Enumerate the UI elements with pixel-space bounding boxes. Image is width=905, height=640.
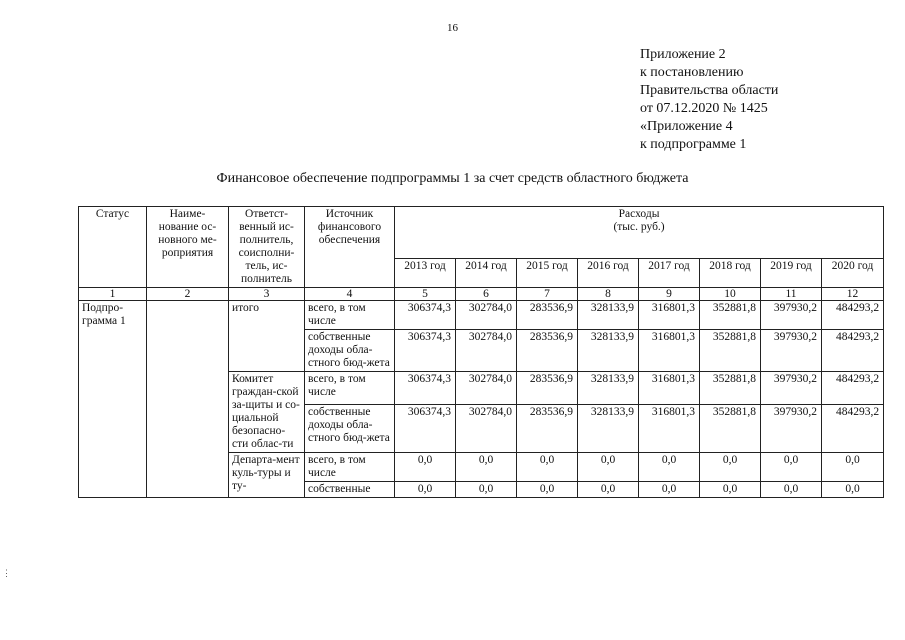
header-source: Источник финансового обеспечения (305, 207, 395, 288)
value-cell: 0,0 (822, 453, 884, 482)
header-year: 2020 год (822, 259, 884, 288)
source-cell: всего, в том числе (305, 453, 395, 482)
value-cell: 283536,9 (517, 301, 578, 330)
margin-mark: ⋮ (2, 568, 11, 578)
column-number: 4 (305, 288, 395, 301)
header-executor: Ответст-венный ис-полнитель, соисполни-тель, ис-полнитель (229, 207, 305, 288)
appendix-line: от 07.12.2020 № 1425 (640, 101, 768, 116)
column-number: 11 (761, 288, 822, 301)
column-number: 6 (456, 288, 517, 301)
value-cell: 328133,9 (578, 372, 639, 405)
value-cell: 283536,9 (517, 405, 578, 453)
value-cell: 0,0 (700, 453, 761, 482)
header-status: Статус (79, 207, 147, 288)
financing-table (78, 206, 884, 498)
column-number: 1 (79, 288, 147, 301)
header-name: Наиме-нование ос-новного ме-роприятия (147, 207, 229, 288)
appendix-line: Приложение 2 (640, 47, 726, 62)
value-cell: 306374,3 (395, 301, 456, 330)
value-cell: 397930,2 (761, 330, 822, 372)
value-cell: 302784,0 (456, 372, 517, 405)
column-number: 12 (822, 288, 884, 301)
appendix-line: Правительства области (640, 83, 779, 98)
value-cell: 352881,8 (700, 301, 761, 330)
value-cell: 328133,9 (578, 405, 639, 453)
value-cell: 352881,8 (700, 330, 761, 372)
value-cell: 316801,3 (639, 372, 700, 405)
value-cell: 397930,2 (761, 405, 822, 453)
value-cell: 0,0 (456, 482, 517, 498)
appendix-line: к подпрограмме 1 (640, 137, 747, 152)
status-cell: Подпро-грамма 1 (79, 301, 147, 498)
appendix-line: к постановлению (640, 65, 744, 80)
executor-cell: Департа-мент куль-туры и ту- (229, 453, 305, 498)
value-cell: 352881,8 (700, 405, 761, 453)
value-cell: 0,0 (822, 482, 884, 498)
value-cell: 0,0 (517, 453, 578, 482)
value-cell: 0,0 (456, 453, 517, 482)
value-cell: 0,0 (700, 482, 761, 498)
header-year: 2019 год (761, 259, 822, 288)
source-cell: всего, в том числе (305, 372, 395, 405)
name-cell (147, 301, 229, 498)
value-cell: 397930,2 (761, 372, 822, 405)
value-cell: 306374,3 (395, 405, 456, 453)
header-expenses-unit: (тыс. руб.) (613, 221, 665, 233)
value-cell: 0,0 (517, 482, 578, 498)
appendix-line: «Приложение 4 (640, 119, 733, 134)
value-cell: 484293,2 (822, 405, 884, 453)
header-year: 2015 год (517, 259, 578, 288)
value-cell: 484293,2 (822, 330, 884, 372)
table-row (79, 301, 884, 330)
source-cell: собственные доходы обла-стного бюд-жета (305, 405, 395, 453)
value-cell: 0,0 (395, 482, 456, 498)
header-year: 2013 год (395, 259, 456, 288)
value-cell: 0,0 (761, 453, 822, 482)
value-cell: 283536,9 (517, 372, 578, 405)
header-expenses-label: Расходы (618, 208, 660, 220)
value-cell: 0,0 (761, 482, 822, 498)
value-cell: 0,0 (639, 482, 700, 498)
executor-cell: итого (229, 301, 305, 372)
page-number: 16 (447, 22, 458, 34)
value-cell: 0,0 (578, 453, 639, 482)
value-cell: 352881,8 (700, 372, 761, 405)
value-cell: 306374,3 (395, 330, 456, 372)
column-number: 9 (639, 288, 700, 301)
column-number: 5 (395, 288, 456, 301)
column-number-row (79, 288, 884, 301)
value-cell: 484293,2 (822, 301, 884, 330)
column-number: 3 (229, 288, 305, 301)
value-cell: 0,0 (639, 453, 700, 482)
value-cell: 0,0 (395, 453, 456, 482)
executor-cell: Комитет граждан-ской за-щиты и со-циальной безопасно-сти облас-ти (229, 372, 305, 453)
header-year: 2014 год (456, 259, 517, 288)
value-cell: 0,0 (578, 482, 639, 498)
source-cell: собственные доходы обла-стного бюд-жета (305, 330, 395, 372)
header-year: 2018 год (700, 259, 761, 288)
column-number: 7 (517, 288, 578, 301)
value-cell: 302784,0 (456, 330, 517, 372)
value-cell: 316801,3 (639, 330, 700, 372)
value-cell: 397930,2 (761, 301, 822, 330)
value-cell: 306374,3 (395, 372, 456, 405)
header-year: 2017 год (639, 259, 700, 288)
value-cell: 302784,0 (456, 301, 517, 330)
value-cell: 283536,9 (517, 330, 578, 372)
value-cell: 316801,3 (639, 405, 700, 453)
value-cell: 302784,0 (456, 405, 517, 453)
header-expenses (395, 207, 884, 259)
column-number: 2 (147, 288, 229, 301)
value-cell: 328133,9 (578, 301, 639, 330)
appendix-block (640, 46, 778, 154)
value-cell: 328133,9 (578, 330, 639, 372)
source-cell: собственные (305, 482, 395, 498)
document-title: Финансовое обеспечение подпрограммы 1 за счет средств областного бюджета (216, 171, 689, 186)
header-year: 2016 год (578, 259, 639, 288)
source-cell: всего, в том числе (305, 301, 395, 330)
column-number: 10 (700, 288, 761, 301)
value-cell: 316801,3 (639, 301, 700, 330)
column-number: 8 (578, 288, 639, 301)
value-cell: 484293,2 (822, 372, 884, 405)
